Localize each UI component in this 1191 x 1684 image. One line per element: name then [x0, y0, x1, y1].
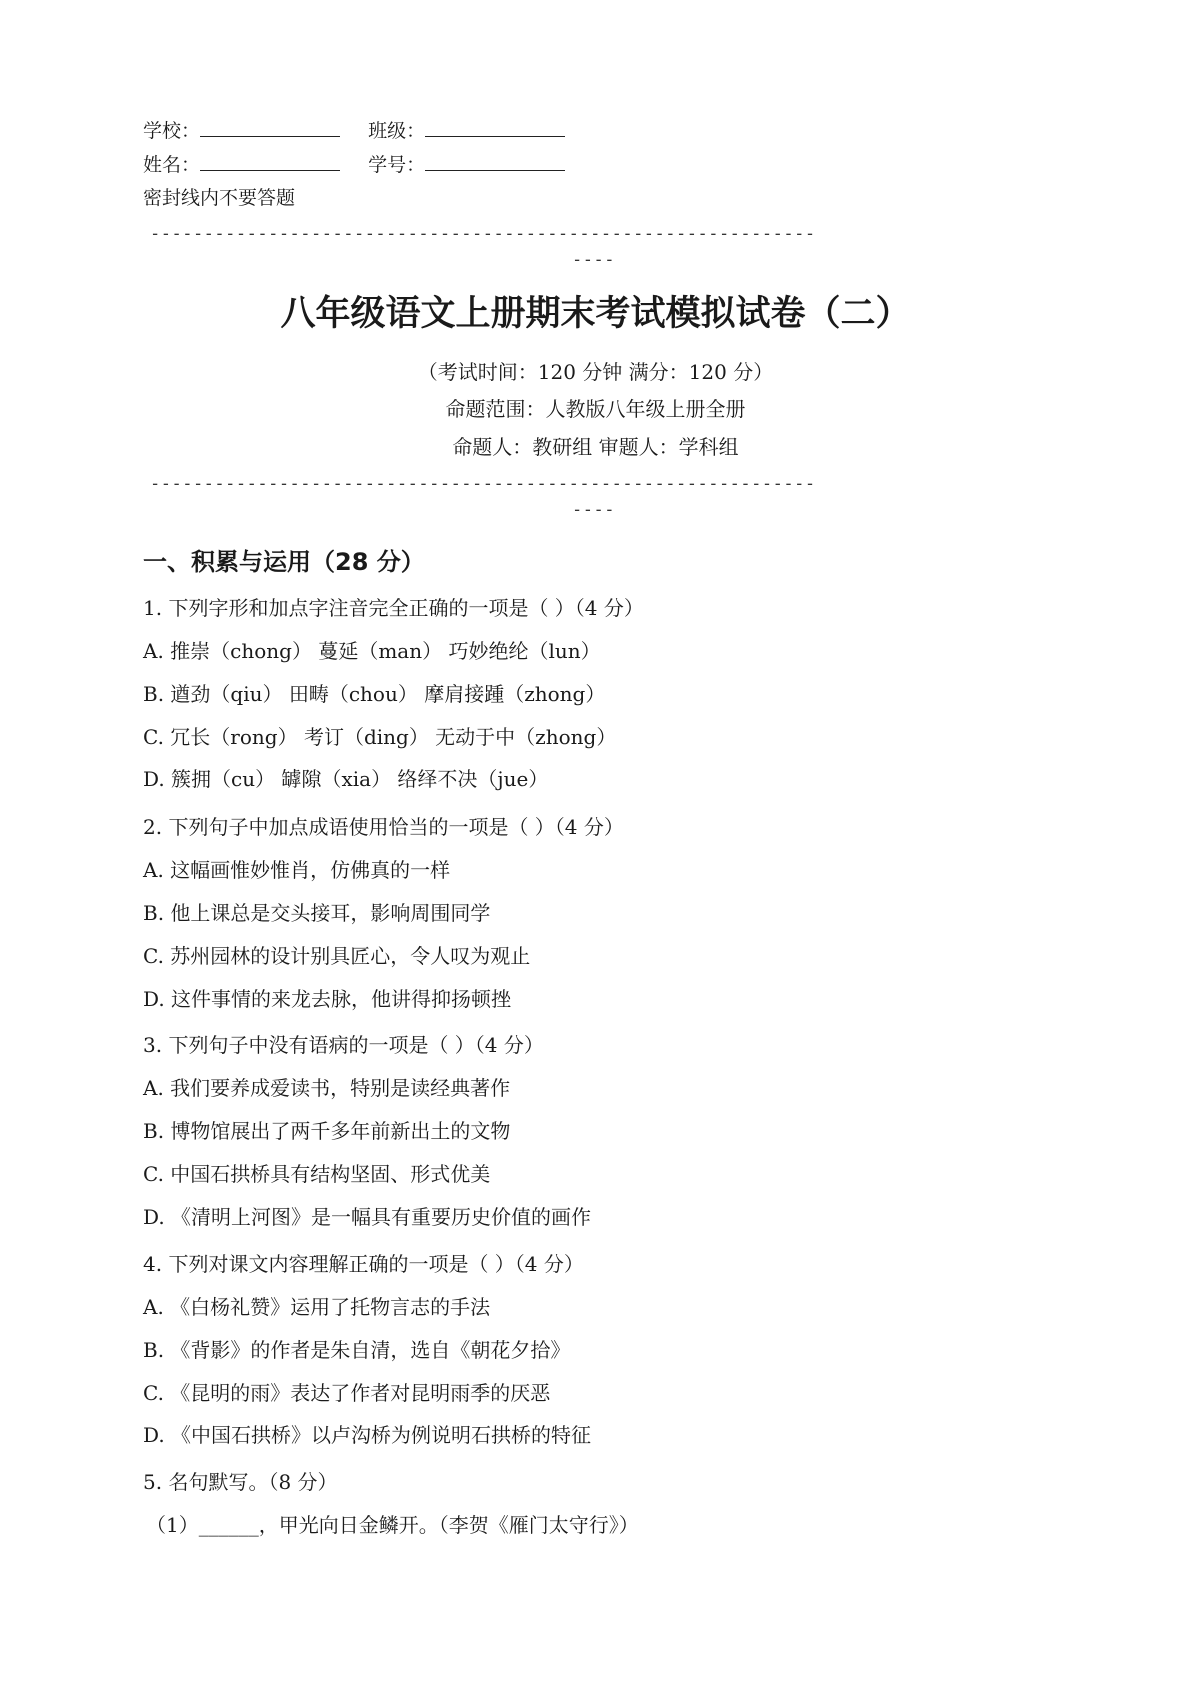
q3-option-a: A. 我们要养成爱读书，特别是读经典著作: [143, 1076, 511, 1100]
q2-option-c: C. 苏州园林的设计别具匠心，令人叹为观止: [143, 944, 531, 968]
seal-dash-line: --------------------------------------------------------------: [150, 224, 816, 244]
q2-option-a: A. 这幅画惟妙惟肖，仿佛真的一样: [143, 858, 451, 882]
id-label: 学号：: [368, 154, 426, 176]
q2-option-b: B. 他上课总是交头接耳，影响周围同学: [143, 901, 491, 925]
seal-line-note: 密封线内不要答题: [143, 187, 296, 209]
exam-authors: 命题人：教研组 审题人：学科组: [452, 435, 739, 459]
q4-option-d: D. 《中国石拱桥》以卢沟桥为例说明石拱桥的特征: [143, 1423, 592, 1447]
q3-option-c: C. 中国石拱桥具有结构坚固、形式优美: [143, 1162, 491, 1186]
q2-option-d: D. 这件事情的来龙去脉，他讲得抑扬顿挫: [143, 987, 512, 1011]
id-blank[interactable]: [425, 152, 565, 171]
exam-title: 八年级语文上册期末考试模拟试卷（二）: [280, 294, 911, 334]
q3-option-b: B. 博物馆展出了两千多年前新出土的文物: [143, 1119, 511, 1143]
q5-stem: 5. 名句默写。（8 分）: [143, 1470, 338, 1494]
exam-scope: 命题范围：人教版八年级上册全册: [445, 397, 746, 421]
q5-item-1: （1）______，甲光向日金鳞开。（李贺《雁门太守行》）: [146, 1513, 639, 1537]
q1-option-d: D. 簇拥（cu） 罅隙（xia） 络绎不决（jue）: [143, 767, 549, 791]
q3-option-d: D. 《清明上河图》是一幅具有重要历史价值的画作: [143, 1205, 592, 1229]
q3-stem: 3. 下列句子中没有语病的一项是（ ）（4 分）: [143, 1033, 544, 1057]
name-blank[interactable]: [200, 152, 340, 171]
q4-option-c: C. 《昆明的雨》表达了作者对昆明雨季的厌恶: [143, 1381, 551, 1405]
q4-option-a: A. 《白杨礼赞》运用了托物言志的手法: [143, 1295, 491, 1319]
q1-option-b: B. 遒劲（qiu） 田畴（chou） 摩肩接踵（zhong）: [143, 682, 606, 706]
q1-stem: 1. 下列字形和加点字注音完全正确的一项是（ ）（4 分）: [143, 596, 644, 620]
info-row-school-class: [143, 118, 587, 143]
title-dash-tail: ----: [572, 500, 615, 520]
class-label: 班级：: [368, 120, 426, 142]
school-blank[interactable]: [200, 118, 340, 137]
q2-stem: 2. 下列句子中加点成语使用恰当的一项是（ ）（4 分）: [143, 815, 624, 839]
info-row-name-id: [143, 152, 587, 177]
name-label: 姓名：: [143, 154, 201, 176]
title-dash-line: --------------------------------------------------------------: [150, 474, 816, 494]
q1-option-c: C. 冗长（rong） 考订（ding） 无动于中（zhong）: [143, 725, 617, 749]
exam-time-score: （考试时间：120 分钟 满分：120 分）: [417, 360, 774, 384]
q1-option-a: A. 推崇（chong） 蔓延（man） 巧妙绝纶（lun）: [143, 639, 601, 663]
seal-dash-tail: ----: [572, 250, 615, 270]
class-blank[interactable]: [425, 118, 565, 137]
q4-option-b: B. 《背影》的作者是朱自清，选自《朝花夕拾》: [143, 1338, 571, 1362]
school-label: 学校：: [143, 120, 201, 142]
section-1-title: 一、积累与运用（28 分）: [143, 548, 425, 576]
q4-stem: 4. 下列对课文内容理解正确的一项是（ ）（4 分）: [143, 1252, 584, 1276]
